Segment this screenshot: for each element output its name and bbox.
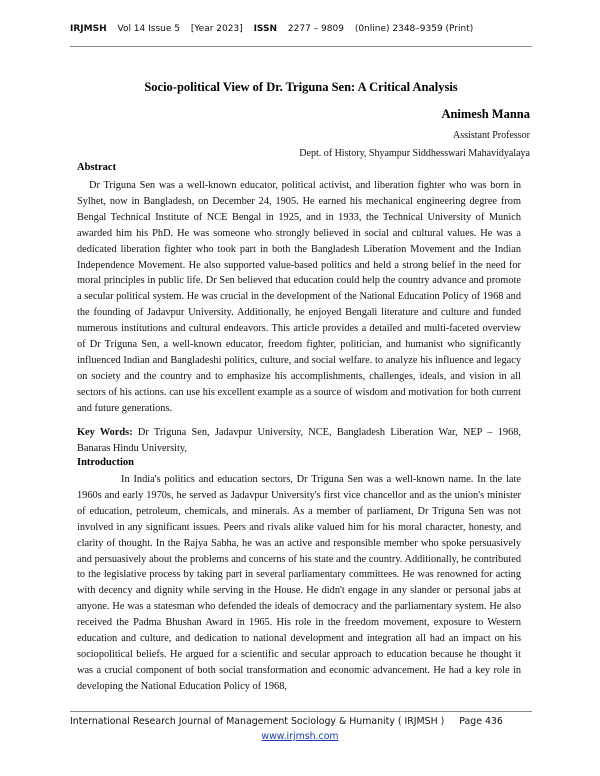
author-position: Assistant Professor (453, 130, 530, 141)
introduction-text: In India's politics and education sectors, Dr Triguna Sen was a well-known name. In the late 1960s and early 1970s, he served as Jadavpur University's first vice chancellor and as the union's minister of education, petroleum, chemicals, and minerals. As a member of parliament, Dr Triguna Sen was not involved in any significant issues. Peers and rivals alike valued him for his moral character, honesty, and clarity of thought. In the Rajya Sabha, he was an active and responsible member who spoke persuasively and persuasively about the problems and concerns of his state and the country. Additionally, he contributed to the legislative process by taking part in several parliamentary committees. He was renowned for acting with decency and dignity while serving in the House. He didn't engage in any slander or personal jabs at anyone. He was a statesman who defended the ideals of democracy and the parliamentary system. He also received the Padma Bhushan Award in 1965. His role in the freedom movement, exposure to Western education and culture, and dedication to national development and integration all had an impact on his sociopolitical beliefs. He argued for a scientific and secular approach to education because he thought it was a crucial component of both social transformation and economic advancement. He had a key role in developing the National Education Policy of 1968, (77, 474, 521, 692)
footer-journal-name: International Research Journal of Management Sociology & Humanity ( IRJMSH ) (70, 716, 445, 727)
running-footer (70, 716, 532, 727)
running-header (70, 24, 530, 40)
journal-abbrev: IRJMSH (70, 24, 107, 34)
keywords (77, 425, 521, 457)
header-divider (70, 46, 532, 47)
issn-number: 2277 – 9809 (287, 24, 344, 34)
issn-label: ISSN (253, 24, 278, 34)
abstract-text: Dr Triguna Sen was a well-known educator, political activist, and liberation fighter who was born in Sylhet, now in Bangladesh, on December 24, 1905. He earned his mechanical engineering degree from Bengal Technical Institute of NCE Bengal in 1925, and in 1933, the Technical University of Munich awarded him his PhD. He was someone who strongly believed in social and cultural values. He was a dedicated liberation fighter who took part in both the Bangladesh Liberation Movement and the Indian Independence Movement. He also supported value-based politics and held a strong belief in the need for moral principles in public life. Dr Sen believed that education could help the country advance and promote a secular political system. He was crucial in the development of the National Education Policy of 1968 and the founding of Jadavpur University. Additionally, he enjoyed Bengali literature and culture and funded numerous institutions and cultural endeavors. This article provides a detailed and multi-faceted overview of Dr Triguna Sen, a well-known educator, freedom fighter, politician, and humanist who significantly influenced Indian and Bangladeshi politics, culture, and social welfare. to analyze his influence and legacy on society and the country and to emphasize his accomplishments, challenges, ideals, and vision in all sectors of his actions. can use his excellent example as a source of wisdom and motivation for both current and future generations. (77, 180, 521, 414)
issn-online-print: (0nline) 2348–9359 (Print) (354, 24, 474, 34)
author-name: Animesh Manna (441, 107, 530, 121)
footer-divider (70, 711, 532, 712)
keywords-label: Key Words: (77, 427, 133, 438)
page-number: Page 436 (459, 716, 503, 727)
website-link[interactable]: www.irjmsh.com (261, 731, 339, 742)
article-title: Socio-political View of Dr. Triguna Sen: A Critical Analysis (144, 80, 458, 94)
abstract-heading: Abstract (77, 162, 117, 173)
keywords-text: Dr Triguna Sen, Jadavpur University, NCE, Bangladesh Liberation War, NEP – 1968, Banaras Hindu University, (77, 427, 522, 454)
publication-year: [Year 2023] (190, 24, 243, 34)
author-department: Dept. of History, Shyampur Siddhesswari Mahavidyalaya (299, 148, 530, 159)
introduction-heading: Introduction (77, 457, 134, 468)
volume-issue: Vol 14 Issue 5 (117, 24, 180, 34)
